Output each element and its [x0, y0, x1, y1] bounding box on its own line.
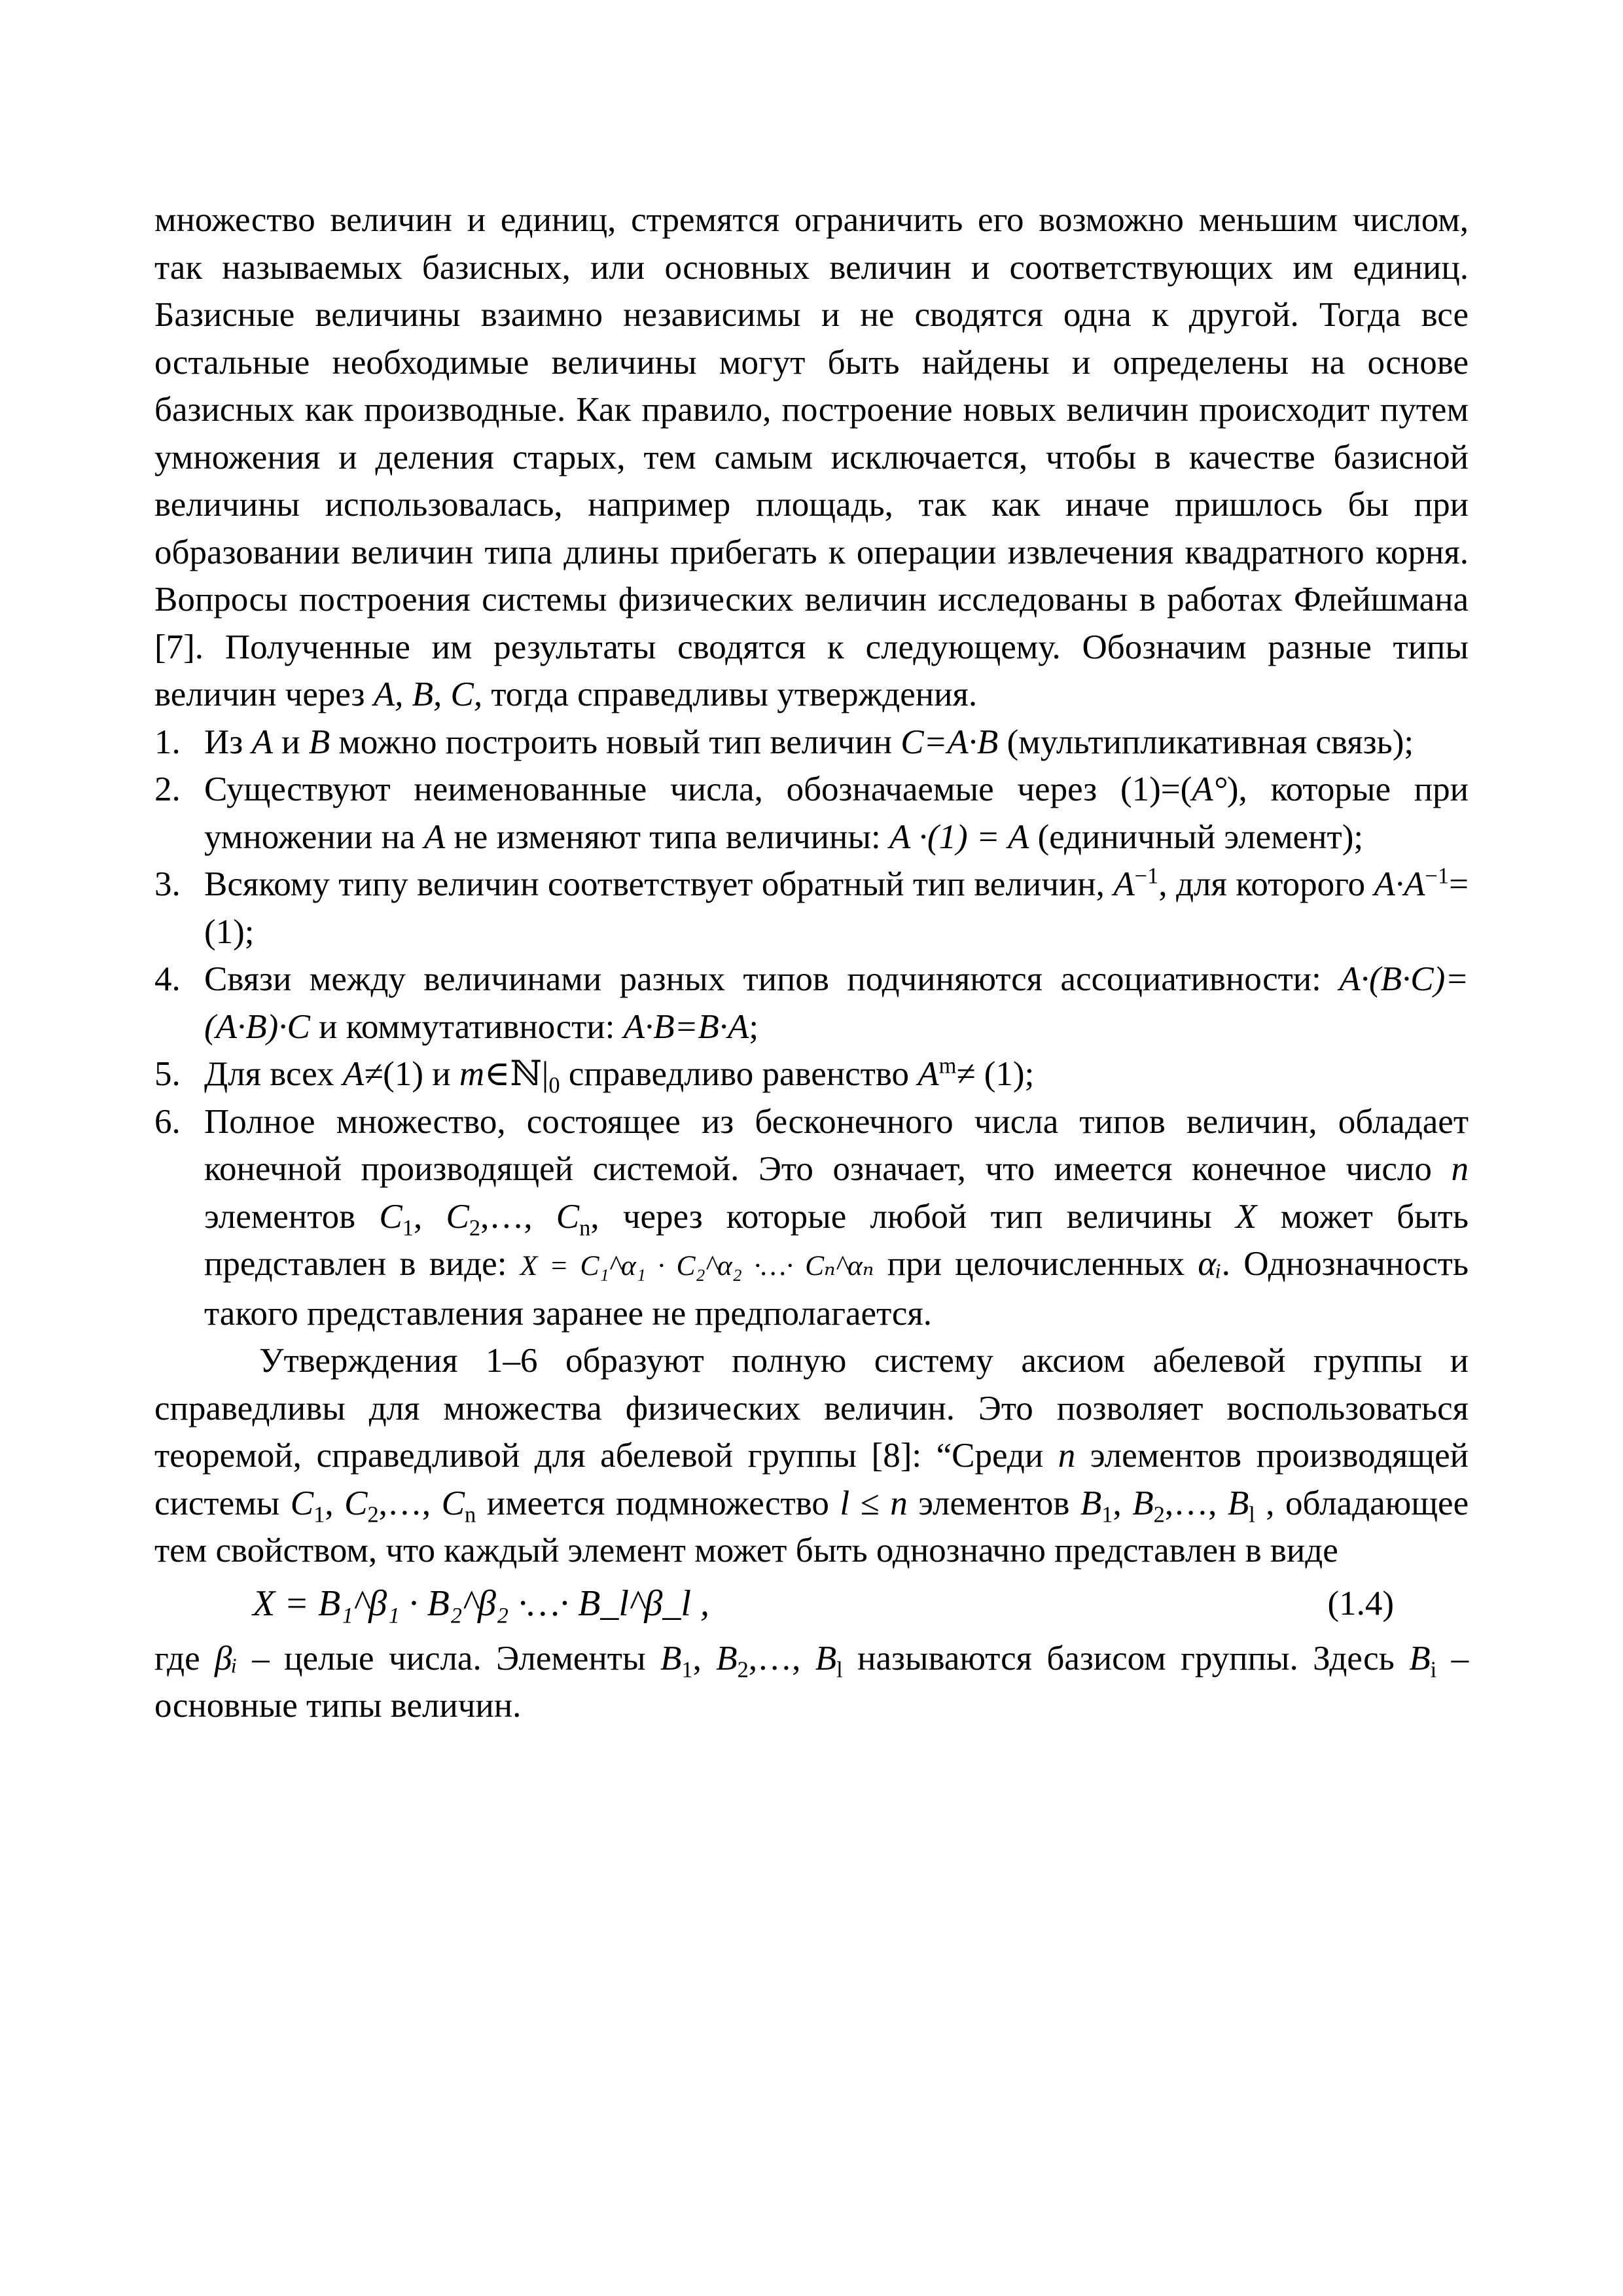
text: при целочисленных — [887, 1245, 1185, 1283]
text: , через которые любой тип величины — [590, 1197, 1212, 1236]
math: A·B=B·A — [623, 1007, 749, 1046]
math: A — [423, 817, 446, 856]
math: l — [840, 1484, 850, 1522]
math: C — [556, 1197, 580, 1236]
text: Существуют неименованные числа, обозначаемые через (1)=( — [204, 770, 1192, 808]
item-number: 6. — [154, 1102, 181, 1141]
text: Полное множество, состоящее из бесконечного числа типов величин, обладает конечной производящей системой. Это означает, что имеется конечное число — [204, 1102, 1469, 1188]
math: B — [1132, 1484, 1154, 1522]
text: называются базисом группы. Здесь — [857, 1639, 1395, 1677]
text: =(1); — [204, 865, 1469, 951]
math: A° — [1192, 770, 1227, 808]
text: элементов производящей системы — [154, 1437, 1469, 1522]
item-number: 1. — [154, 723, 181, 761]
paragraph-intro-text: множество величин и единиц, стремятся ограничить его возможно меньшим числом, так называемых базисных, или основных величин и соответствующих им единиц. Базисные величины взаимно независимы и не сводятся одна к другой. Тогда все остальные необходимые величины могут быть найдены и определены на основе базисных как производные. Как правило, построение новых величин происходит путем умножения и деления старых, тем самым исключается, чтобы в качестве базисной величины использовалась, например площадь, так как иначе пришлось бы при образовании величин типа длины прибегать к операции извлечения квадратного корня. Вопросы построения системы физических величин исследованы в работах Флейшмана [7]. Полученные им результаты сводятся к следующему. Обозначим разные типы величин через — [154, 201, 1469, 713]
page — [154, 196, 1469, 1730]
math: ∈ℕ| — [484, 1055, 549, 1093]
inline-formula: X = C₁^α₁ · C₂^α₂ ·…· Cₙ^αₙ — [520, 1250, 874, 1282]
math: C — [379, 1197, 402, 1236]
subscript: 2 — [1153, 1502, 1165, 1528]
subscript: l — [836, 1657, 843, 1683]
text: Для всех — [204, 1055, 334, 1093]
text: ≤ — [860, 1484, 880, 1522]
equation-expression: X = B₁^β₁ · B₂^β₂ ·…· B_l^β_l , — [253, 1583, 709, 1624]
text: (единичный элемент); — [1037, 817, 1364, 856]
axiom-item-4 — [154, 956, 1469, 1050]
axiom-list — [154, 719, 1469, 1338]
text: (1) и — [383, 1055, 451, 1093]
text: ,…, — [748, 1639, 801, 1677]
math: B — [308, 723, 330, 761]
axiom-item-5 — [154, 1050, 1469, 1098]
item-number: 3. — [154, 865, 181, 903]
equation-number: (1.4) — [1327, 1584, 1394, 1623]
text: ), которые при умножении на — [204, 770, 1469, 856]
paragraph-theorem — [154, 1337, 1469, 1575]
text: Утверждения 1–6 образуют полную систему аксиом абелевой группы и справедливы для множества физических величин. Это позволяет воспользоваться теоремой, справедливой для абелевой группы [8]: “Среди — [154, 1342, 1469, 1475]
math: m — [459, 1055, 485, 1093]
superscript: −1 — [1425, 863, 1450, 889]
text: ≠ (1); — [956, 1055, 1035, 1093]
text: , — [692, 1639, 702, 1677]
math: B — [1409, 1639, 1431, 1677]
math: A — [251, 723, 273, 761]
subscript: 1 — [681, 1657, 693, 1683]
subscript: 2 — [367, 1502, 379, 1528]
math: C — [344, 1484, 368, 1522]
text: ; — [749, 1007, 759, 1046]
subscript: 2 — [469, 1215, 481, 1241]
text: элементов — [918, 1484, 1070, 1522]
subscript: 0 — [548, 1073, 560, 1098]
subscript: 1 — [1101, 1502, 1113, 1528]
text: и — [281, 723, 300, 761]
math: A — [1113, 865, 1135, 903]
subscript: l — [1249, 1502, 1255, 1528]
text: элементов — [204, 1197, 356, 1236]
variables-abc: A, B, C, — [373, 675, 483, 713]
text: , — [414, 1197, 423, 1236]
paragraph-intro — [154, 196, 1469, 719]
item-number: 2. — [154, 770, 181, 808]
axiom-item-2 — [154, 766, 1469, 861]
math: X — [1236, 1197, 1257, 1236]
math: A≠ — [342, 1055, 383, 1093]
equation-1-4 — [154, 1575, 1469, 1635]
math: B — [1227, 1484, 1249, 1522]
text: – целые числа. Элементы — [252, 1639, 646, 1677]
text: ,…, — [480, 1197, 533, 1236]
math: B — [1080, 1484, 1102, 1522]
axiom-item-6 — [154, 1098, 1469, 1338]
text: можно построить новый тип величин — [338, 723, 892, 761]
axiom-item-1 — [154, 719, 1469, 766]
text: , для которого — [1158, 865, 1366, 903]
math: βᵢ — [215, 1639, 238, 1677]
text: , обладающее тем свойством, что каждый элемент может быть однозначно представлен в виде — [154, 1484, 1469, 1570]
subscript: n — [465, 1502, 476, 1528]
math: n — [890, 1484, 908, 1522]
text: (мультипликативная связь); — [1007, 723, 1414, 761]
paragraph-basis — [154, 1635, 1469, 1730]
text: Связи между величинами разных типов подчиняются ассоциативности: — [204, 960, 1321, 998]
text: Из — [204, 723, 243, 761]
math: C=A·B — [901, 723, 999, 761]
subscript: n — [579, 1215, 591, 1241]
math: B — [660, 1639, 682, 1677]
text: ,…, — [378, 1484, 431, 1522]
math: C — [441, 1484, 465, 1522]
text: ,…, — [1164, 1484, 1217, 1522]
math: αᵢ — [1198, 1245, 1222, 1283]
subscript: i — [1430, 1657, 1437, 1683]
item-number: 5. — [154, 1055, 181, 1093]
math: C — [290, 1484, 314, 1522]
text: – основные типы величин. — [154, 1639, 1469, 1725]
math: A ·(1) = A — [889, 817, 1029, 856]
text: где — [154, 1639, 200, 1677]
math: A·A — [1374, 865, 1425, 903]
axiom-item-3 — [154, 861, 1469, 956]
text: Всякому типу величин соответствует обратный тип величин, — [204, 865, 1105, 903]
subscript: 1 — [313, 1502, 325, 1528]
text: имеется подмножество — [486, 1484, 829, 1522]
math: A — [918, 1055, 939, 1093]
math: B — [716, 1639, 738, 1677]
text: может быть представлен в виде: — [204, 1197, 1469, 1283]
text: справедливо равенство — [568, 1055, 910, 1093]
superscript: −1 — [1134, 863, 1159, 889]
text: и коммутативности: — [319, 1007, 615, 1046]
item-number: 4. — [154, 960, 181, 998]
math: A·(B·C)=(A·B)·C — [204, 960, 1469, 1046]
subscript: 1 — [402, 1215, 414, 1241]
paragraph-intro-end: тогда справедливы утверждения. — [491, 675, 978, 713]
text: не изменяют типа величины: — [454, 817, 881, 856]
text: , — [325, 1484, 334, 1522]
math: C — [446, 1197, 469, 1236]
math: n — [1451, 1150, 1469, 1188]
text: . Однозначность такого представления заранее не предполагается. — [204, 1245, 1469, 1333]
math: n — [1058, 1437, 1076, 1475]
subscript: 2 — [737, 1657, 749, 1683]
superscript: m — [938, 1053, 957, 1079]
math: B — [815, 1639, 837, 1677]
text: , — [1113, 1484, 1122, 1522]
